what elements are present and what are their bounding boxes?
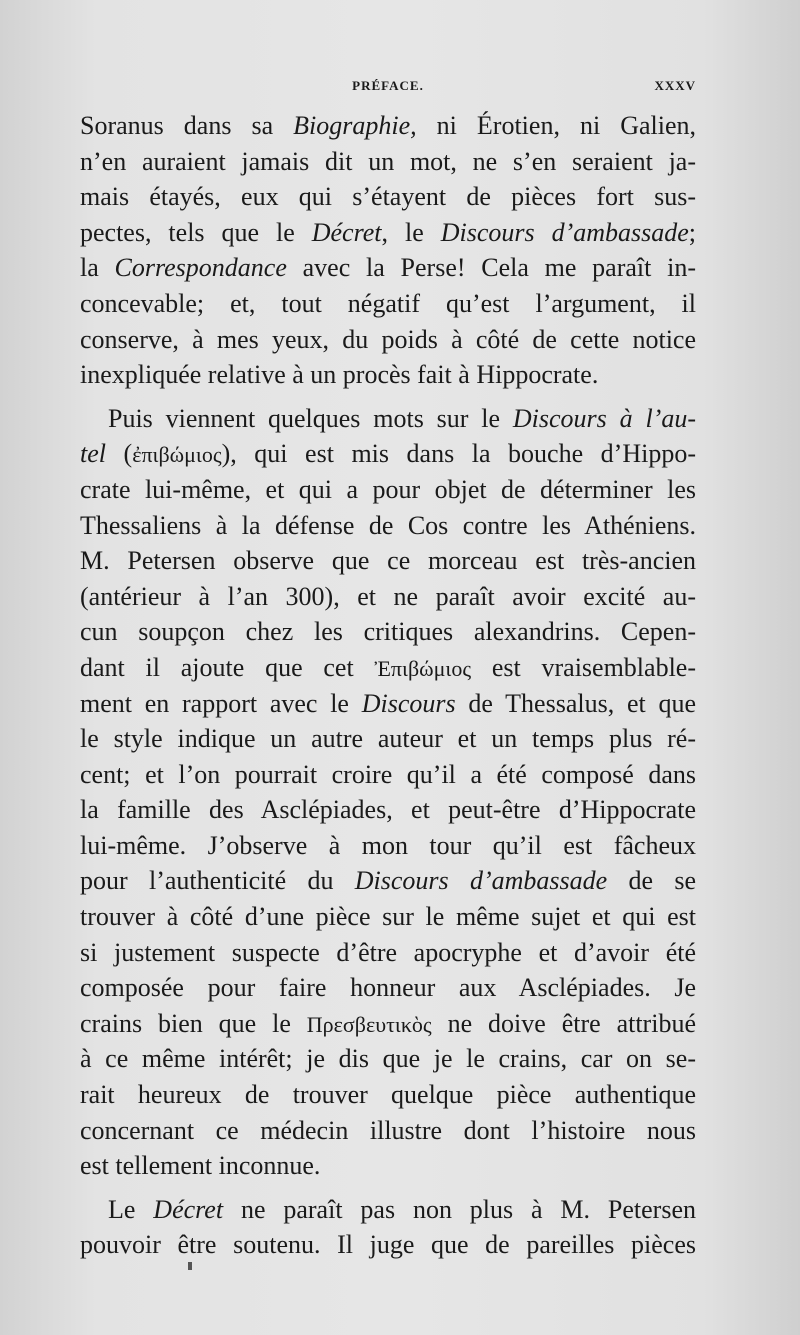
print-mark [188,1262,192,1270]
text-line: pouvoir être soutenu. Il juge que de pareilles pièces [80,1230,696,1260]
text-line: dant il ajoute que cet Ἐπιβώμιος est vraisemblable- [80,652,696,682]
text-line: ment en rapport avec le Discours de Thessalus, et que [80,688,696,718]
text-line: la famille des Asclépiades, et peut-être d’Hippocrate [80,795,696,825]
text-line: la Correspondance avec la Perse! Cela me paraît in- [80,253,697,283]
text-line: mais étayés, eux qui s’étayent de pièces fort sus- [80,182,696,212]
text-line: Le Décret ne paraît pas non plus à M. Petersen [108,1194,697,1224]
text-line: à ce même intérêt; je dis que je le crains, car on se- [80,1044,696,1074]
text-line: rait heureux de trouver quelque pièce authentique [80,1080,696,1110]
text-line: (antérieur à l’an 300), et ne paraît avoir excité au- [80,581,696,611]
body-text [80,108,696,1263]
page-number: XXXV [654,78,696,93]
text-line: composée pour faire honneur aux Asclépiades. Je [80,973,696,1003]
text-line: inexpliquée relative à un procès fait à Hippocrate. [80,360,599,390]
text-line: M. Petersen observe que ce morceau est très-ancien [80,546,696,576]
text-line: crate lui-même, et qui a pour objet de déterminer les [80,474,696,504]
page-header [80,78,696,100]
text-line: concevable; et, tout négatif qu’est l’argument, il [80,288,696,318]
text-line: le style indique un autre auteur et un temps plus ré- [80,724,696,754]
text-line: Puis viennent quelques mots sur le Discours à l’au- [108,403,697,433]
text-line: si justement suspecte d’être apocryphe et d’avoir été [80,937,696,967]
text-line: n’en auraient jamais dit un mot, ne s’en seraient ja- [80,146,696,176]
text-line: conserve, à mes yeux, du poids à côté de cette notice [80,324,696,354]
running-title: PRÉFACE. [352,78,424,93]
text-line: cent; et l’on pourrait croire qu’il a été composé dans [80,759,696,789]
text-line: Soranus dans sa Biographie, ni Érotien, ni Galien, [80,111,697,140]
text-line: trouver à côté d’une pièce sur le même sujet et qui est [80,902,696,932]
text-line: cun soupçon chez les critiques alexandrins. Cepen- [80,617,696,647]
text-line: est tellement inconnue. [80,1151,321,1181]
text-line: concernant ce médecin illustre dont l’histoire nous [80,1115,696,1145]
text-line: pour l’authenticité du Discours d’ambassade de se [80,866,696,896]
text-line: crains bien que le Πρεσβευτικὸς ne doive être attribué [80,1008,696,1038]
text-line: lui-même. J’observe à mon tour qu’il est fâcheux [80,830,696,860]
text-line: pectes, tels que le Décret, le Discours d’ambassade; [80,217,697,247]
text-line: Thessaliens à la défense de Cos contre les Athéniens. [80,510,696,540]
paragraph-gap [80,1184,696,1192]
text-line: tel (ἐπιβώμιος), qui est mis dans la bouche d’Hippo- [80,439,696,469]
paragraph-gap [80,393,696,401]
